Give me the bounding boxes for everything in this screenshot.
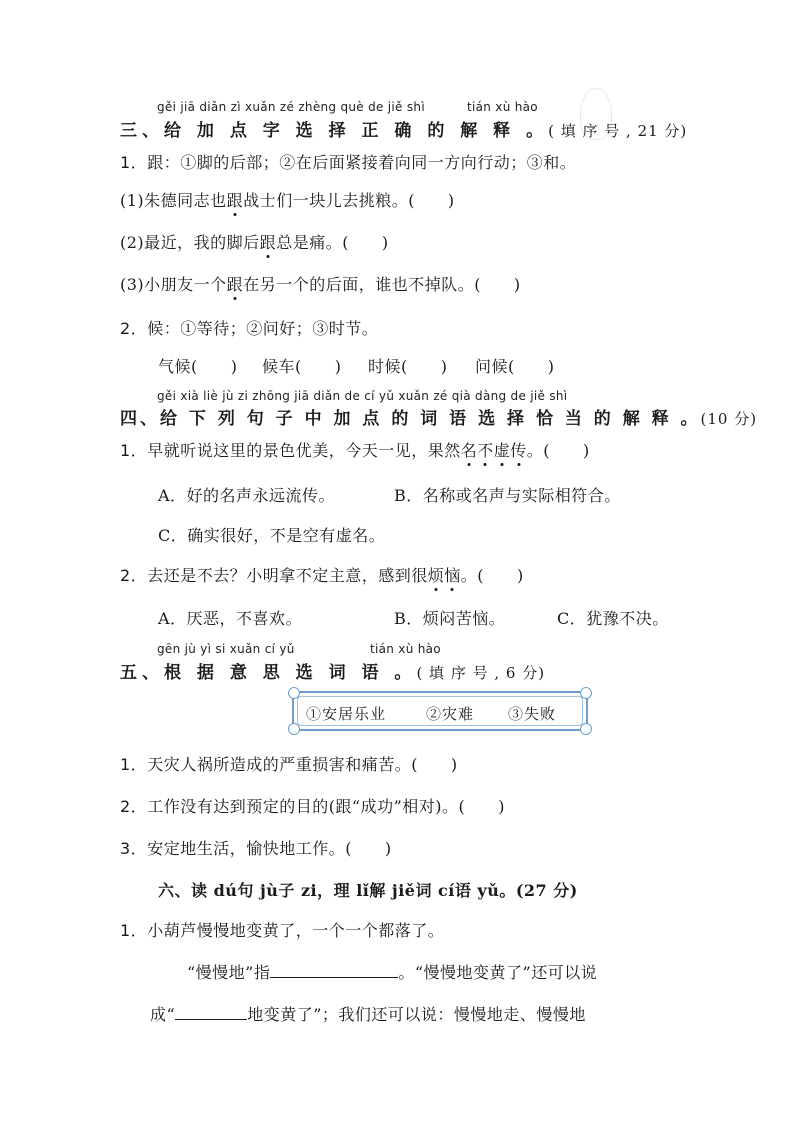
s6-q1 — [120, 918, 444, 941]
s4-q2-option-c: C．犹豫不决。 — [557, 609, 669, 628]
s5-q2-number: 2． — [120, 797, 148, 816]
dotted-char: 传 — [510, 438, 527, 461]
s3-q1-3 — [120, 272, 521, 295]
s3-q1-1-pre: (1)朱德同志也 — [120, 191, 227, 210]
s3-q2-item: 候车( ) — [262, 357, 342, 376]
s6-q1-text: 小葫芦慢慢地变黄了，一个一个都落了。 — [147, 921, 445, 940]
box-corner-ornament — [288, 723, 300, 735]
box-corner-ornament — [580, 687, 592, 699]
s4-q1-option-c: C．确实很好，不是空有虚名。 — [158, 526, 386, 545]
s5-q1 — [120, 752, 458, 775]
dotted-char: 跟 — [260, 230, 277, 253]
s4-q1-post: 。( ) — [526, 441, 590, 460]
section-4-score: (10 分) — [700, 410, 758, 428]
box-corner-ornament — [580, 723, 592, 735]
s3-q1-text: 跟：①脚的后部；②在后面紧接着向同一方向行动；③和。 — [147, 153, 577, 172]
s5-q2 — [120, 794, 505, 817]
s3-q2-text: 候：①等待；②问好；③时节。 — [147, 319, 379, 338]
s5-q3-text: 安定地生活，愉快地工作。( ) — [147, 839, 392, 858]
s5-q3-number: 3． — [120, 839, 148, 858]
s5-pinyin-score: tián xù hào — [370, 642, 441, 656]
section-4-title: 四、给 下 列 句 子 中 加 点 的 词 语 选 择 恰 当 的 解 释 。 — [120, 409, 701, 429]
s5-q1-number: 1． — [120, 755, 148, 774]
s4-q1-option-b: B．名称或名声与实际相符合。 — [394, 486, 621, 505]
word-option: ③失败 — [508, 705, 557, 723]
s3-pinyin-score: tián xù hào — [467, 100, 538, 114]
s5-q1-text: 天灾人祸所造成的严重损害和痛苦。( ) — [147, 755, 458, 774]
s6-line1-pre: “慢慢地”指 — [187, 963, 271, 982]
s4-pinyin: gěi xià liè jù zi zhōng jiā diǎn de cí yǔ xuǎn zé qià dàng de jiě shì — [157, 389, 568, 403]
s4-q2-option-a: A．厌恶，不喜欢。 — [158, 609, 303, 628]
s4-q2 — [120, 563, 524, 586]
s4-q2-option-b: B．烦闷苦恼。 — [394, 609, 506, 628]
dotted-char: 恼 — [444, 563, 461, 586]
dotted-char: 跟 — [227, 188, 244, 211]
s3-q1 — [120, 150, 576, 173]
s4-q2-number: 2． — [120, 566, 148, 585]
s3-q1-3-pre: (3)小朋友一个 — [120, 275, 227, 294]
dotted-char: 虚 — [494, 438, 511, 461]
answer-blank[interactable] — [270, 961, 398, 978]
dotted-char: 烦 — [428, 563, 445, 586]
answer-blank[interactable] — [175, 1003, 247, 1020]
s5-q2-text: 工作没有达到预定的目的(跟“成功”相对)。( ) — [147, 797, 506, 816]
s3-q2-item: 气候( ) — [158, 357, 238, 376]
s6-line-2 — [150, 1002, 586, 1025]
section-5-score: ( 填 序 号 , 6 分) — [416, 664, 546, 682]
s6-q1-number: 1． — [120, 921, 148, 940]
s3-q2-number: 2． — [120, 319, 148, 338]
word-option: ②灾难 — [426, 705, 475, 723]
section-3-heading — [120, 116, 687, 141]
s3-q1-2 — [120, 230, 389, 253]
s6-line2-post: 地变黄了”；我们还可以说：慢慢地走、慢慢地 — [247, 1005, 586, 1024]
section-3-title: 三、给 加 点 字 选 择 正 确 的 解 释 。 — [120, 121, 549, 141]
word-option: ①安居乐业 — [306, 705, 387, 723]
s5-pinyin: gēn jù yì si xuǎn cí yǔ — [157, 642, 295, 656]
s5-q3 — [120, 836, 392, 859]
s4-q1-option-a: A．好的名声永远流传。 — [158, 486, 336, 505]
s3-pinyin: gěi jiā diǎn zì xuǎn zé zhèng què de jiě shì — [157, 100, 425, 114]
s3-q1-3-post: 在另一个的后面，谁也不掉队。( ) — [243, 275, 521, 294]
s6-line2-pre: 成“ — [150, 1005, 176, 1024]
s3-q1-2-pre: (2)最近，我的脚后 — [120, 233, 260, 252]
s3-q2-item: 问候( ) — [475, 357, 555, 376]
s6-line-1 — [187, 960, 597, 983]
section-5-heading — [120, 658, 545, 683]
s4-q2-post: 。( ) — [460, 566, 524, 585]
s4-q2-pre: 去还是不去？小明拿不定主意，感到很 — [147, 566, 428, 585]
word-choice-box — [292, 691, 588, 731]
s3-q1-2-post: 总是痛。( ) — [276, 233, 389, 252]
s3-q1-1 — [120, 188, 455, 211]
s4-q1-pre: 早就听说这里的景色优美，今天一见，果然 — [147, 441, 461, 460]
s3-q2-item: 时候( ) — [368, 357, 448, 376]
s6-line1-post: 。“慢慢地变黄了”还可以说 — [398, 963, 598, 982]
dotted-char: 跟 — [227, 272, 244, 295]
dotted-char: 不 — [477, 438, 494, 461]
box-corner-ornament — [288, 687, 300, 699]
section-5-title: 五、根 据 意 思 选 词 语 。 — [120, 663, 417, 683]
section-3-score: ( 填 序 号 , 21 分) — [548, 122, 688, 140]
s4-q1-number: 1． — [120, 441, 148, 460]
s3-q1-1-post: 战士们一块儿去挑粮。( ) — [243, 191, 455, 210]
s3-q2 — [120, 316, 378, 339]
section-6-heading: 六、读 dú句 jù子 zi，理 lǐ解 jiě词 cí语 yǔ。(27 分) — [158, 881, 578, 900]
s4-q1 — [120, 438, 590, 461]
section-4-heading — [120, 404, 757, 429]
dotted-char: 名 — [461, 438, 478, 461]
s3-q1-number: 1． — [120, 153, 148, 172]
